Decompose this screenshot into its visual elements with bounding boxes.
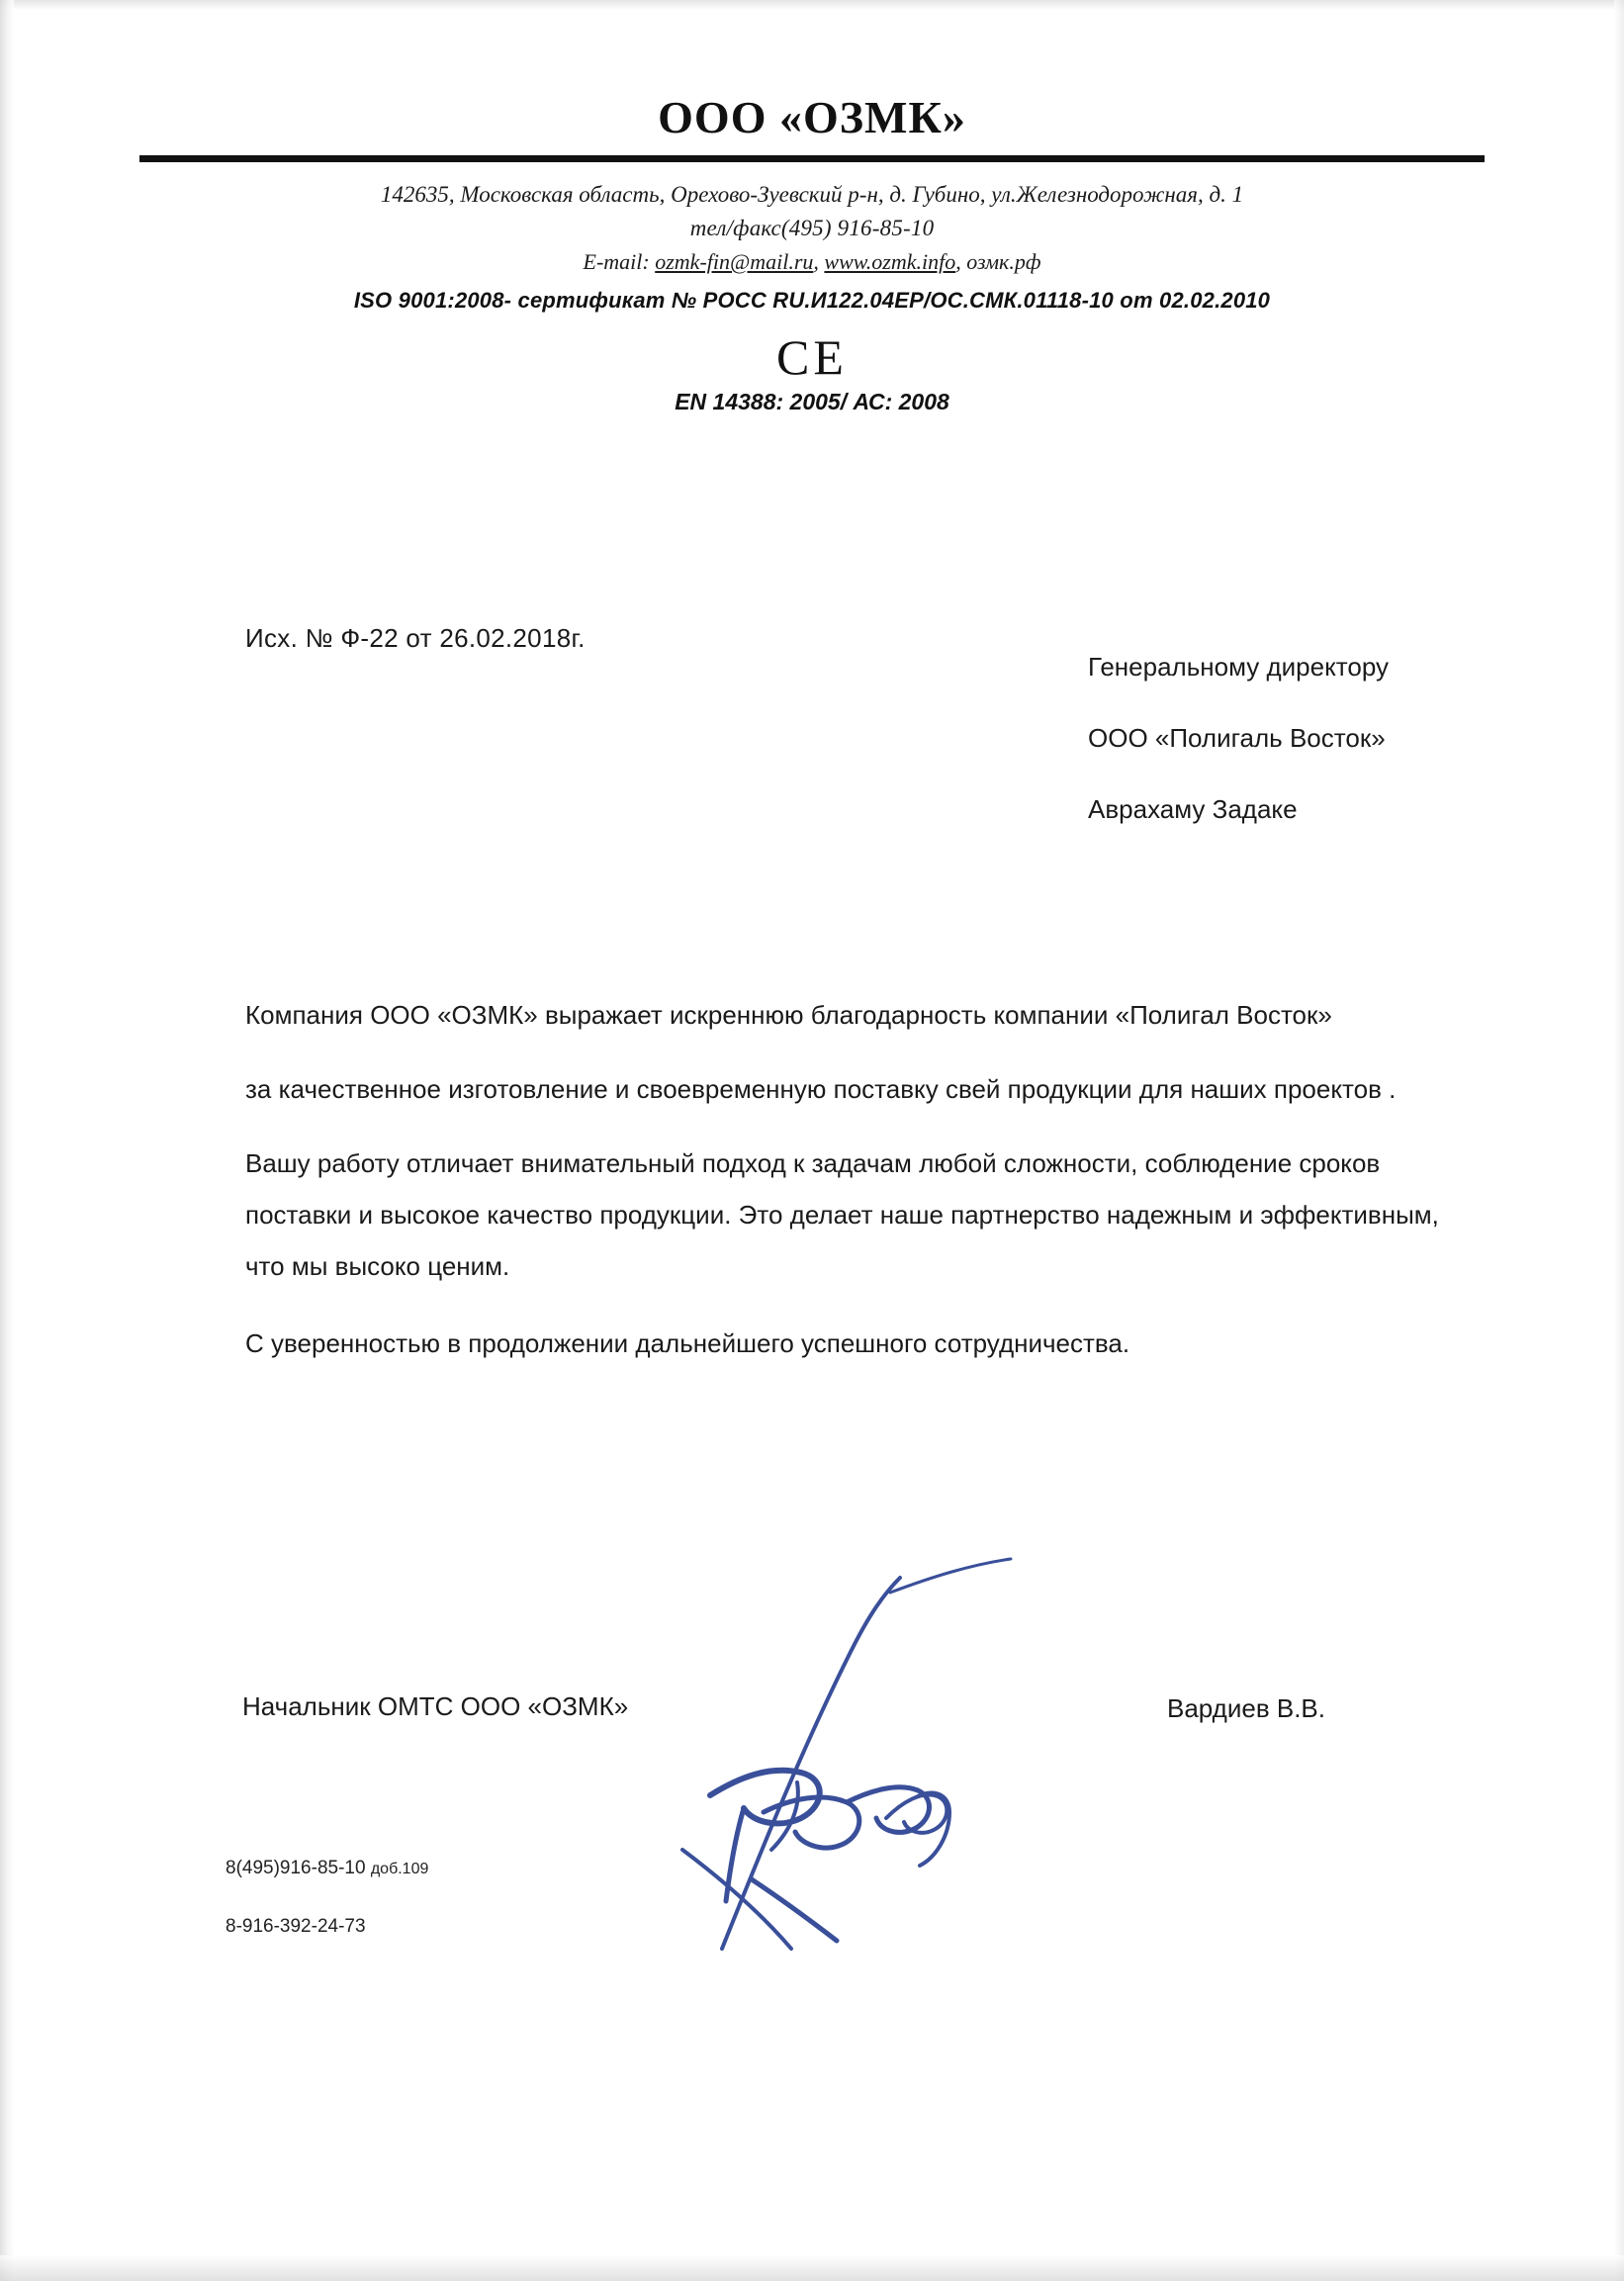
email-separator: , <box>813 249 825 274</box>
addressee-name: Аврахаму Задаке <box>1088 794 1298 824</box>
addressee-company: ООО «Полигаль Восток» <box>1088 723 1386 753</box>
outgoing-reference-number: Исх. № Ф-22 от 26.02.2018г. <box>245 623 586 653</box>
scan-edge-top <box>0 0 1624 10</box>
addressee-block <box>1088 631 1553 845</box>
email-address[interactable]: ozmk-fin@mail.ru <box>655 249 814 274</box>
company-name: ООО «ОЗМК» <box>658 92 966 142</box>
ce-mark-text: CE <box>776 329 848 385</box>
body-paragraph-1: Компания ООО «ОЗМК» выражает искреннюю благодарность компании «Полигал Восток» <box>245 1000 1332 1030</box>
scan-edge-bottom <box>0 2255 1624 2281</box>
office-phone: 8(495)916-85-10 <box>226 1858 366 1878</box>
letterhead <box>0 91 1624 415</box>
website-separator: , <box>955 249 967 274</box>
contact-footer <box>226 1840 428 1956</box>
ce-marking-icon <box>0 331 1624 383</box>
signatory-name: Вардиев В.В. <box>1167 1693 1325 1723</box>
company-website-ru: озмк.рф <box>966 249 1041 274</box>
letterhead-contact-block <box>0 178 1624 318</box>
iso-certificate-line: ISO 9001:2008- сертификат № РОСС RU.И122.04ЕР/ОС.СМК.01118-10 от 02.02.2010 <box>353 288 1271 313</box>
body-paragraph-4: С уверенностью в продолжении дальнейшего успешного сотрудничества. <box>245 1328 1130 1358</box>
company-email-line <box>0 245 1624 279</box>
en-standard-line: EN 14388: 2005/ АС: 2008 <box>675 389 949 414</box>
company-website[interactable]: www.ozmk.info <box>824 249 956 274</box>
office-phone-line <box>226 1840 428 1898</box>
handwritten-signature-icon <box>653 1553 1167 1968</box>
body-paragraph-2: за качественное изготовление и своевременную поставку свей продукции для наших проектов . <box>245 1074 1397 1104</box>
addressee-position: Генеральному директору <box>1088 652 1389 682</box>
letterhead-divider <box>139 155 1485 162</box>
letter-body <box>245 989 1462 1395</box>
mobile-phone: 8-916-392-24-73 <box>226 1916 366 1937</box>
office-phone-extension: доб.109 <box>370 1861 429 1877</box>
company-address: 142635, Московская область, Орехово-Зуевский р-н, д. Губино, ул.Железнодорожная, д. 1 <box>380 182 1244 207</box>
email-label: E-mail: <box>583 249 656 274</box>
body-paragraph-3: Вашу работу отличает внимательный подход к задачам любой сложности, соблюдение сроков поставки и высокое качество продукции. Это делает наше партнерство надежным и эффективным, что мы высоко ценим. <box>245 1148 1439 1281</box>
company-phone-fax: тел/факс(495) 916-85-10 <box>689 216 935 240</box>
signatory-title: Начальник ОМТС ООО «ОЗМК» <box>242 1691 629 1721</box>
